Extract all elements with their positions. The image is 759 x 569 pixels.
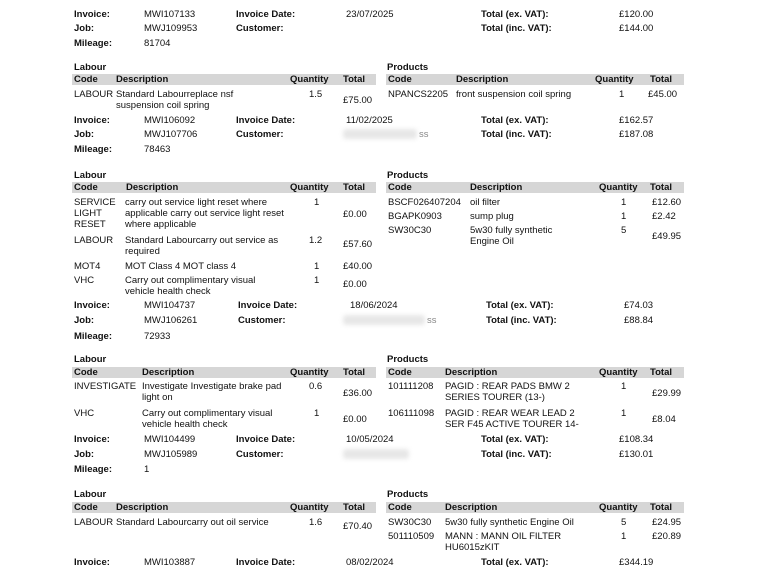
invoice-date: 11/02/2025 [346, 115, 393, 126]
invoice-date: 10/05/2024 [346, 434, 394, 445]
col-code: Code [388, 74, 412, 85]
product-total: £24.95 [652, 517, 682, 528]
invoice-number: MWI104737 [144, 300, 196, 311]
product-description: front suspension coil spring [456, 89, 572, 100]
labour-heading: Labour [74, 170, 107, 181]
labour-code: LABOUR [74, 235, 114, 246]
col-quantity: Quantity [290, 182, 329, 193]
product-code: 106111098 [388, 408, 435, 419]
col-total: Total [650, 74, 672, 85]
labour-table-header [72, 502, 376, 513]
total-inc-value: £88.84 [624, 315, 654, 326]
product-code: BSCF026407204 [388, 197, 461, 208]
labour-description: carry out service light reset where applicable carry out service light reset where applicable [125, 197, 284, 230]
labour-qty: 1 [314, 261, 320, 272]
labour-description: Standard Labourcarry out service as required [125, 235, 279, 257]
col-total: Total [650, 367, 672, 378]
total-inc-label: Total (inc. VAT): [481, 129, 552, 140]
invoice-date: 18/06/2024 [350, 300, 398, 311]
labour-code: SERVICE LIGHT RESET [74, 197, 116, 230]
customer-redaction [343, 449, 409, 459]
job-label: Job: [74, 449, 95, 460]
invoice-label: Invoice: [74, 9, 110, 20]
invoice-date-label: Invoice Date: [236, 557, 296, 568]
labour-code: VHC [74, 275, 95, 286]
labour-code: LABOUR [74, 89, 114, 100]
product-total: £8.04 [652, 414, 676, 425]
labour-description: Standard Labourreplace nsf suspension coil spring [116, 89, 234, 111]
invoice-date-label: Invoice Date: [238, 300, 298, 311]
col-code: Code [74, 502, 98, 513]
col-description: Description [116, 74, 169, 85]
product-total: £2.42 [652, 211, 676, 222]
col-code: Code [388, 502, 412, 513]
invoice-number: MWI104499 [144, 434, 196, 445]
invoice-label: Invoice: [74, 115, 110, 126]
product-description: PAGID : REAR WEAR LEAD 2 SER F45 ACTIVE TOURER 14- [445, 408, 579, 430]
labour-description: Standard Labourcarry out oil service [116, 517, 269, 528]
mileage-label: Mileage: [74, 331, 113, 342]
product-description: MANN : MANN OIL FILTER HU6015zKIT [445, 531, 562, 553]
product-code: 101111208 [388, 381, 434, 392]
mileage-value: 78463 [144, 144, 171, 155]
product-code: 501110509 [388, 531, 435, 542]
job-number: MWJ105989 [144, 449, 198, 460]
col-total: Total [650, 502, 672, 513]
total-ex-value: £344.19 [619, 557, 654, 568]
products-heading: Products [387, 354, 429, 365]
product-qty: 5 [621, 225, 627, 236]
product-qty: 1 [621, 381, 627, 392]
labour-description: Carry out complimentary visual vehicle health check [142, 408, 273, 430]
col-description: Description [445, 502, 498, 513]
total-ex-value: £162.57 [619, 115, 654, 126]
labour-total: £40.00 [343, 261, 373, 272]
labour-table-header [72, 74, 376, 85]
invoice-date-label: Invoice Date: [236, 9, 296, 20]
labour-total: £0.00 [343, 209, 367, 220]
labour-heading: Labour [74, 354, 107, 365]
labour-total: £57.60 [343, 239, 373, 250]
job-label: Job: [74, 129, 95, 140]
labour-description: Carry out complimentary visual vehicle health check [125, 275, 256, 297]
col-description: Description [126, 182, 179, 193]
labour-total: £75.00 [343, 95, 373, 106]
invoice-date-label: Invoice Date: [236, 115, 296, 126]
total-ex-label: Total (ex. VAT): [486, 300, 554, 311]
invoice-label: Invoice: [74, 557, 110, 568]
labour-code: MOT4 [74, 261, 101, 272]
job-label: Job: [74, 23, 95, 34]
labour-table-header [72, 182, 376, 193]
job-number: MWJ107706 [144, 129, 198, 140]
col-total: Total [343, 367, 365, 378]
total-inc-value: £130.01 [619, 449, 654, 460]
customer-redaction [343, 129, 417, 139]
product-total: £49.95 [652, 231, 682, 242]
products-table-header [386, 502, 684, 513]
mileage-label: Mileage: [74, 144, 113, 155]
invoice-number: MWI107133 [144, 9, 196, 20]
col-description: Description [456, 74, 509, 85]
col-total: Total [343, 74, 365, 85]
col-description: Description [142, 367, 195, 378]
mileage-label: Mileage: [74, 464, 113, 475]
labour-description: Investigate Investigate brake pad light on [142, 381, 282, 403]
products-heading: Products [387, 62, 429, 73]
invoice-number: MWI103887 [144, 557, 196, 568]
customer-label: Customer: [236, 23, 284, 34]
col-code: Code [74, 74, 98, 85]
job-label: Job: [74, 315, 95, 326]
mileage-value: 72933 [144, 331, 171, 342]
invoice-label: Invoice: [74, 300, 110, 311]
customer-label: Customer: [236, 129, 284, 140]
product-qty: 1 [621, 197, 627, 208]
labour-heading: Labour [74, 62, 107, 73]
col-quantity: Quantity [595, 74, 634, 85]
product-code: NPANCS2205 [388, 89, 449, 100]
products-table-header [386, 74, 684, 85]
invoice-number: MWI106092 [144, 115, 196, 126]
total-inc-value: £144.00 [619, 23, 654, 34]
labour-qty: 1.2 [309, 235, 323, 246]
mileage-value: 81704 [144, 38, 171, 49]
labour-qty: 1 [314, 408, 320, 419]
product-qty: 1 [621, 408, 627, 419]
invoice-date-label: Invoice Date: [236, 434, 296, 445]
col-total: Total [343, 502, 365, 513]
labour-qty: 0.6 [309, 381, 323, 392]
labour-description: MOT Class 4 MOT class 4 [125, 261, 237, 272]
job-number: MWJ106261 [144, 315, 198, 326]
product-total: £12.60 [652, 197, 682, 208]
labour-code: LABOUR [74, 517, 114, 528]
col-quantity: Quantity [290, 502, 329, 513]
total-ex-label: Total (ex. VAT): [481, 434, 549, 445]
mileage-label: Mileage: [74, 38, 113, 49]
labour-code: VHC [74, 408, 95, 419]
col-description: Description [470, 182, 523, 193]
products-heading: Products [387, 489, 429, 500]
product-description: sump plug [470, 211, 514, 222]
col-total: Total [343, 182, 365, 193]
col-quantity: Quantity [599, 367, 638, 378]
labour-qty: 1.6 [309, 517, 323, 528]
labour-total: £0.00 [343, 414, 367, 425]
total-ex-value: £120.00 [619, 9, 654, 20]
product-total: £20.89 [652, 531, 682, 542]
col-total: Total [650, 182, 672, 193]
col-quantity: Quantity [290, 367, 329, 378]
product-description: PAGID : REAR PADS BMW 2 SERIES TOURER (13-) [445, 381, 570, 403]
col-description: Description [116, 502, 169, 513]
total-ex-value: £74.03 [624, 300, 654, 311]
products-table-header [386, 367, 684, 378]
customer-name: ss [419, 129, 429, 140]
total-inc-value: £187.08 [619, 129, 654, 140]
total-inc-label: Total (inc. VAT): [486, 315, 557, 326]
labour-total: £36.00 [343, 388, 373, 399]
labour-total: £70.40 [343, 521, 373, 532]
product-description: 5w30 fully synthetic Engine Oil [445, 517, 574, 528]
product-code: SW30C30 [388, 517, 432, 528]
total-inc-label: Total (inc. VAT): [481, 23, 552, 34]
product-total: £45.00 [648, 89, 678, 100]
customer-label: Customer: [236, 449, 284, 460]
total-inc-label: Total (inc. VAT): [481, 449, 552, 460]
total-ex-label: Total (ex. VAT): [481, 9, 549, 20]
col-description: Description [445, 367, 498, 378]
customer-label: Customer: [238, 315, 286, 326]
product-code: BGAPK0903 [388, 211, 442, 222]
col-code: Code [388, 182, 412, 193]
col-quantity: Quantity [599, 182, 638, 193]
labour-qty: 1.5 [309, 89, 323, 100]
col-quantity: Quantity [290, 74, 329, 85]
job-number: MWJ109953 [144, 23, 198, 34]
product-description: oil filter [470, 197, 501, 208]
product-total: £29.99 [652, 388, 682, 399]
mileage-value: 1 [144, 464, 150, 475]
product-description: 5w30 fully synthetic Engine Oil [470, 225, 553, 247]
col-quantity: Quantity [599, 502, 638, 513]
product-qty: 1 [621, 211, 627, 222]
col-code: Code [74, 367, 98, 378]
labour-table-header [72, 367, 376, 378]
products-heading: Products [387, 170, 429, 181]
invoice-label: Invoice: [74, 434, 110, 445]
invoice-date: 23/07/2025 [346, 9, 394, 20]
labour-total: £0.00 [343, 279, 367, 290]
total-ex-label: Total (ex. VAT): [481, 115, 549, 126]
product-qty: 5 [621, 517, 627, 528]
col-code: Code [388, 367, 412, 378]
product-qty: 1 [621, 531, 627, 542]
col-code: Code [74, 182, 98, 193]
customer-redaction [343, 315, 425, 325]
total-ex-value: £108.34 [619, 434, 654, 445]
customer-name: ss [427, 315, 437, 326]
labour-qty: 1 [314, 197, 320, 208]
labour-qty: 1 [314, 275, 320, 286]
invoice-date: 08/02/2024 [346, 557, 394, 568]
total-ex-label: Total (ex. VAT): [481, 557, 549, 568]
product-qty: 1 [619, 89, 625, 100]
product-code: SW30C30 [388, 225, 432, 236]
labour-code: INVESTIGATE [74, 381, 137, 392]
products-table-header [386, 182, 684, 193]
labour-heading: Labour [74, 489, 107, 500]
